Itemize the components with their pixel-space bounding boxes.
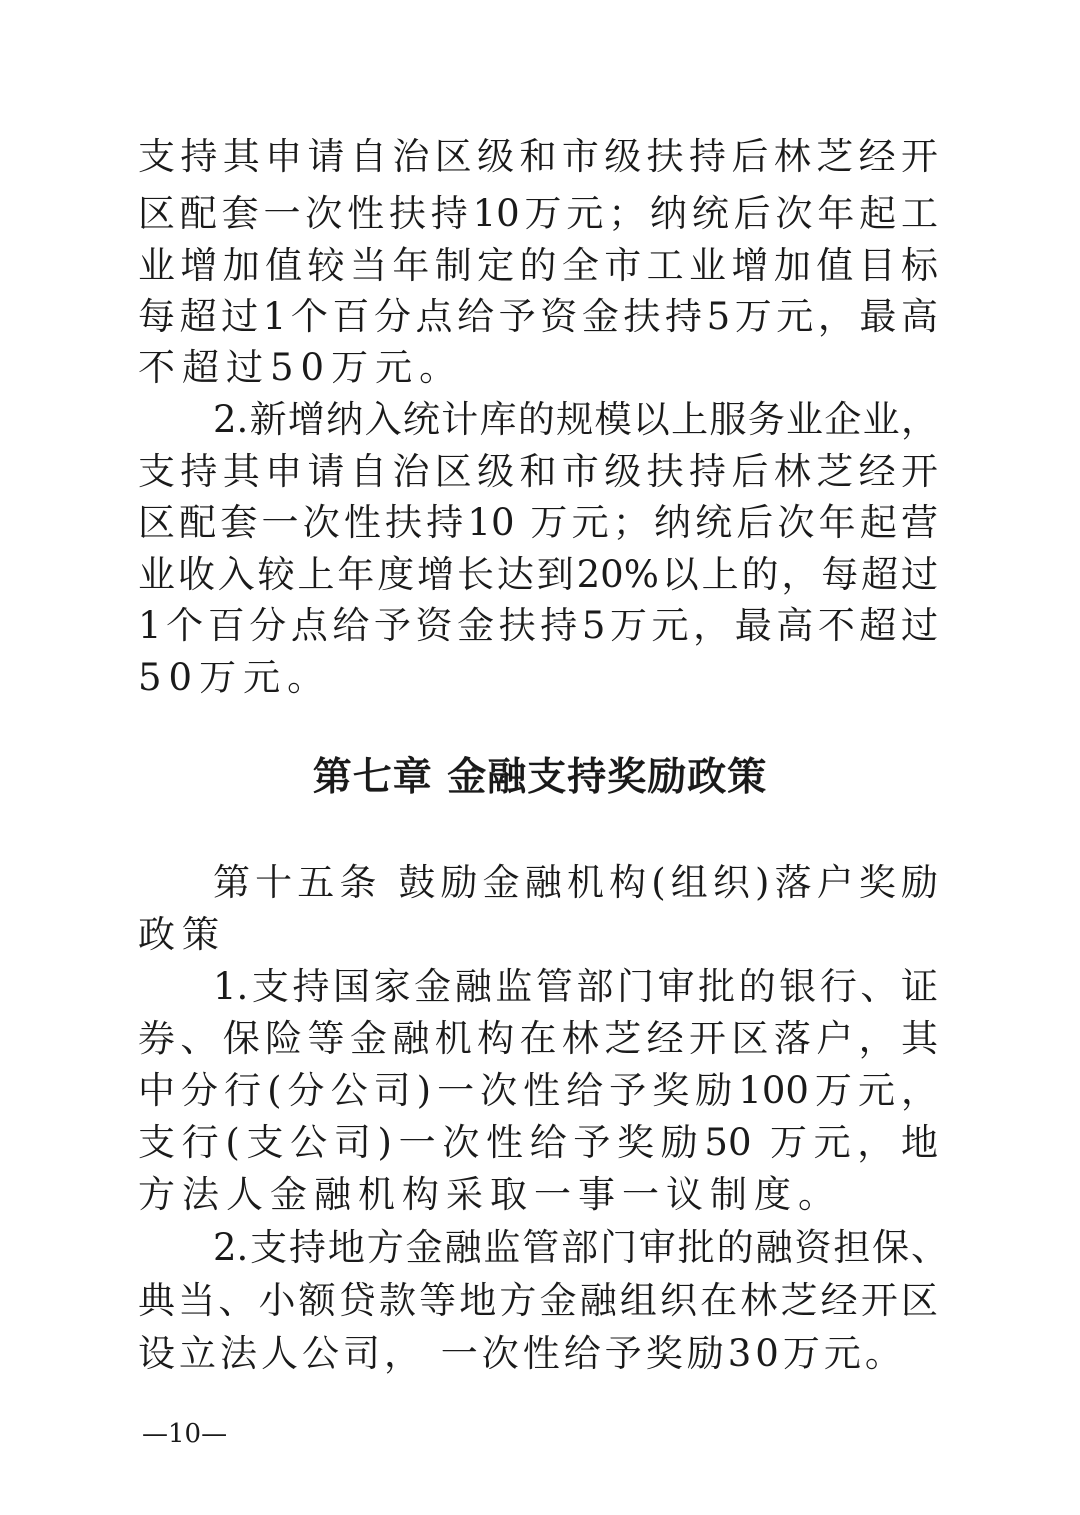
text-line: 不超过50万元。 <box>138 346 464 389</box>
text-line: 设立法人公司， 一次性给予奖励30万元。 <box>138 1332 906 1375</box>
text-line: 50万元。 <box>138 656 332 699</box>
text-line: 业收入较上年度增长达到20%以上的，每超过 <box>138 553 938 596</box>
text-line: 中分行(分公司)一次性给予奖励100万元， <box>138 1069 938 1112</box>
chapter-title: 第七章 金融支持奖励政策 <box>312 755 768 800</box>
text-line: 支持其申请自治区级和市级扶持后林芝经开 <box>138 450 938 493</box>
text-line: 2.支持地方金融监管部门审批的融资担保、 <box>213 1226 948 1269</box>
article-heading: 第十五条 鼓励金融机构(组织)落户奖励 <box>213 861 938 904</box>
text-line: 区配套一次性扶持10 万元；纳统后次年起营 <box>138 501 938 544</box>
text-line: 2.新增纳入统计库的规模以上服务业企业， <box>213 398 938 441</box>
text-line: 每超过1个百分点给予资金扶持5万元，最高 <box>138 295 938 338</box>
text-line: 区配套一次性扶持10万元；纳统后次年起工 <box>138 192 938 235</box>
article-heading: 政策 <box>138 913 226 956</box>
page-number: —10— <box>142 1419 228 1449</box>
text-line: 方法人金融机构采取一事一议制度。 <box>138 1173 842 1216</box>
text-line: 典当、小额贷款等地方金融组织在林芝经开区 <box>138 1279 938 1322</box>
text-line: 1.支持国家金融监管部门审批的银行、证 <box>213 965 938 1008</box>
text-line: 1个百分点给予资金扶持5万元，最高不超过 <box>138 604 938 647</box>
text-line: 支持其申请自治区级和市级扶持后林芝经开 <box>138 135 938 178</box>
text-line: 券、保险等金融机构在林芝经开区落户，其 <box>138 1017 938 1060</box>
text-line: 支行(支公司)一次性给予奖励50 万元，地 <box>138 1121 938 1164</box>
text-line: 业增加值较当年制定的全市工业增加值目标 <box>138 244 938 287</box>
